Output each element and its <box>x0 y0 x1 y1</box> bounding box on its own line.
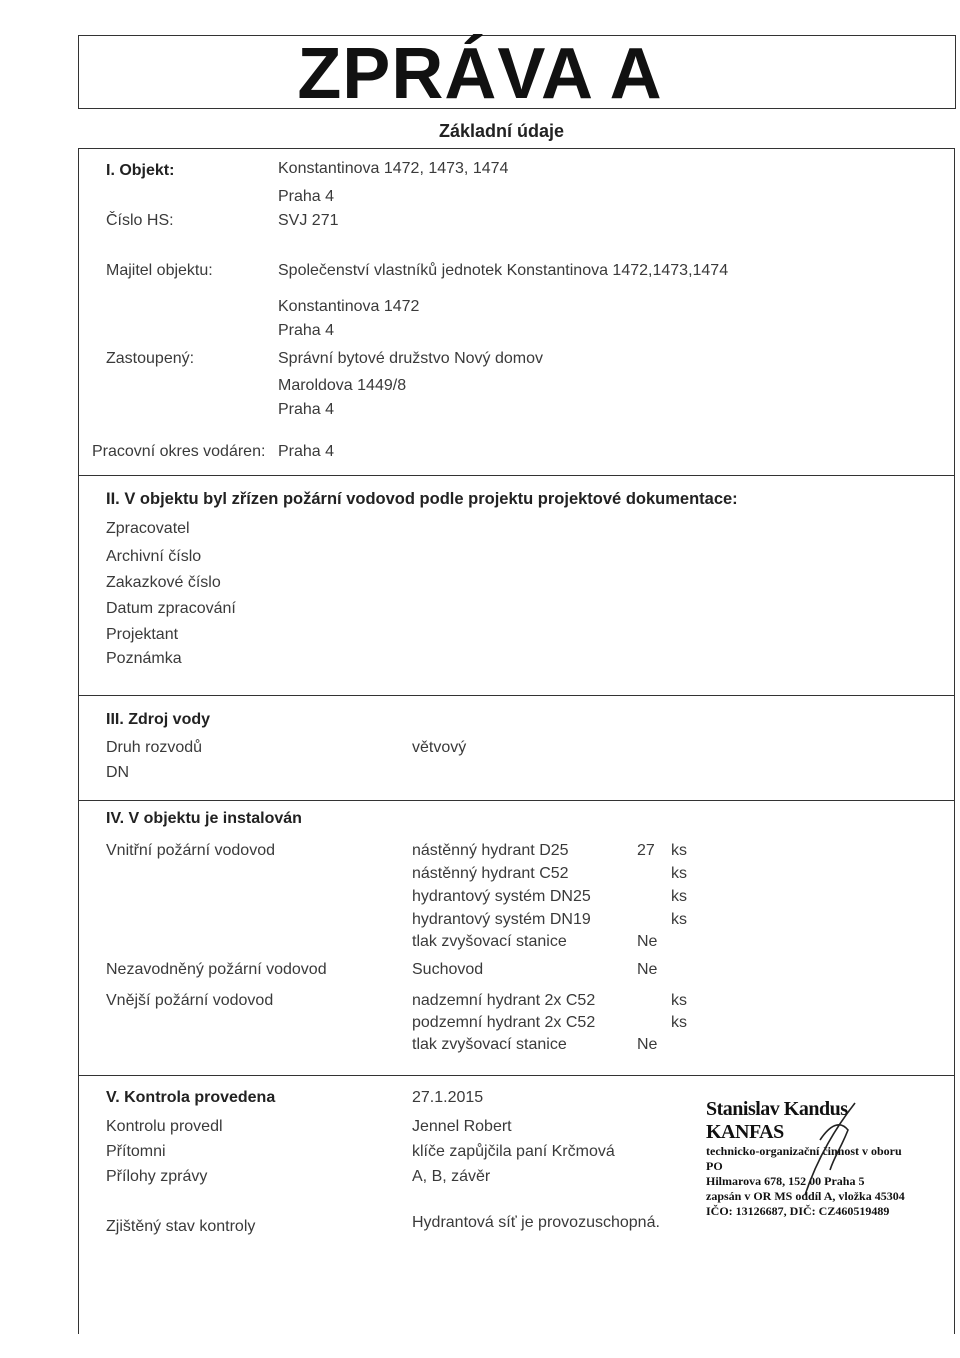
vnitrni-unit: ks <box>671 865 687 882</box>
vnitrni-unit: ks <box>671 911 687 928</box>
divider-3 <box>78 800 954 801</box>
nezavodneny-item: Suchovod <box>412 961 484 978</box>
report-subtitle: Základní údaje <box>439 121 565 141</box>
zastoupeny-city: Praha 4 <box>278 401 335 418</box>
vnejsi-item: tlak zvyšovací stanice <box>412 1036 567 1053</box>
vnitrni-label: Vnitřní požární vodovod <box>106 842 275 859</box>
vnejsi-item: nadzemní hydrant 2x C52 <box>412 992 596 1009</box>
dn-label: DN <box>106 764 130 781</box>
prilohy-value: A, B, závěr <box>412 1168 491 1185</box>
objekt-city: Praha 4 <box>278 188 335 205</box>
vnitrni-unit: ks <box>671 842 687 859</box>
vnitrni-item: tlak zvyšovací stanice <box>412 933 567 950</box>
field-archivni-cislo: Archivní číslo <box>106 548 202 565</box>
vnitrni-item: hydrantový systém DN25 <box>412 888 591 905</box>
provedl-label: Kontrolu provedl <box>106 1118 223 1135</box>
field-projektant: Projektant <box>106 626 179 643</box>
section3-heading: III. Zdroj vody <box>106 711 211 728</box>
vnitrni-qty: Ne <box>637 933 658 950</box>
prilohy-label: Přílohy zprávy <box>106 1168 208 1185</box>
vnitrni-unit: ks <box>671 888 687 905</box>
nezavodneny-qty: Ne <box>637 961 658 978</box>
divider-2 <box>78 695 954 696</box>
pritomni-value: klíče zapůjčila paní Krčmová <box>412 1143 615 1160</box>
druh-rozvodu-label: Druh rozvodů <box>106 739 203 756</box>
field-zakazkove-cislo: Zakazkové číslo <box>106 574 221 591</box>
objekt-label: I. Objekt: <box>106 162 175 179</box>
vnitrni-qty: 27 <box>637 842 655 859</box>
vnitrni-item: nástěnný hydrant C52 <box>412 865 569 882</box>
cislo-hs-value: SVJ 271 <box>278 212 339 229</box>
section4-heading: IV. V objektu je instalován <box>106 810 302 827</box>
field-zpracovatel: Zpracovatel <box>106 520 190 537</box>
stamp-line: IČO: 13126687, DIČ: CZ460519489 <box>706 1204 890 1218</box>
okres-value: Praha 4 <box>278 443 335 460</box>
report-title: ZPRÁVA A <box>297 34 663 114</box>
stamp-line: Hilmarova 678, 152 00 Praha 5 <box>706 1174 865 1188</box>
stamp-line: Stanislav Kandus KANFAS <box>706 1098 848 1143</box>
handwritten-signature <box>760 1095 900 1205</box>
majitel-value: Společenství vlastníků jednotek Konstantinova 1472,1473,1474 <box>278 262 729 279</box>
field-poznamka: Poznámka <box>106 650 182 667</box>
okres-label: Pracovní okres vodáren: <box>92 443 266 460</box>
divider-4 <box>78 1075 954 1076</box>
stav-value: Hydrantová síť je provozuschopná. <box>412 1214 660 1231</box>
field-datum-zpracovani: Datum zpracování <box>106 600 236 617</box>
vnejsi-unit: ks <box>671 992 687 1009</box>
zastoupeny-label: Zastoupený: <box>106 350 195 367</box>
stamp-line: technicko-organizační činnost v oboru PO <box>706 1144 902 1173</box>
vnitrni-item: hydrantový systém DN19 <box>412 911 591 928</box>
cislo-hs-label: Číslo HS: <box>106 212 174 229</box>
section5-heading: V. Kontrola provedena <box>106 1089 276 1106</box>
frame-right <box>954 148 955 1334</box>
druh-rozvodu-value: větvový <box>412 739 467 756</box>
vnejsi-item: podzemní hydrant 2x C52 <box>412 1014 596 1031</box>
frame-left <box>78 148 79 1334</box>
stav-label: Zjištěný stav kontroly <box>106 1218 256 1235</box>
provedl-value: Jennel Robert <box>412 1118 512 1135</box>
divider-1 <box>78 475 954 476</box>
zastoupeny-value: Správní bytové družstvo Nový domov <box>278 350 544 367</box>
majitel-label: Majitel objektu: <box>106 262 213 279</box>
objekt-address: Konstantinova 1472, 1473, 1474 <box>278 160 509 177</box>
pritomni-label: Přítomni <box>106 1143 166 1160</box>
zastoupeny-address: Maroldova 1449/8 <box>278 377 407 394</box>
divider-top <box>78 148 954 149</box>
majitel-address: Konstantinova 1472 <box>278 298 420 315</box>
majitel-city: Praha 4 <box>278 322 335 339</box>
stamp-line: zapsán v OR MS oddíl A, vložka 45304 <box>706 1189 905 1203</box>
section2-heading: II. V objektu byl zřízen požární vodovod podle projektu projektové dokumentace: <box>106 490 738 508</box>
vnitrni-item: nástěnný hydrant D25 <box>412 842 569 859</box>
vnejsi-unit: ks <box>671 1014 687 1031</box>
vnejsi-qty: Ne <box>637 1036 658 1053</box>
nezavodneny-label: Nezavodněný požární vodovod <box>106 961 327 978</box>
vnejsi-label: Vnější požární vodovod <box>106 992 274 1009</box>
kontrola-date: 27.1.2015 <box>412 1089 484 1106</box>
